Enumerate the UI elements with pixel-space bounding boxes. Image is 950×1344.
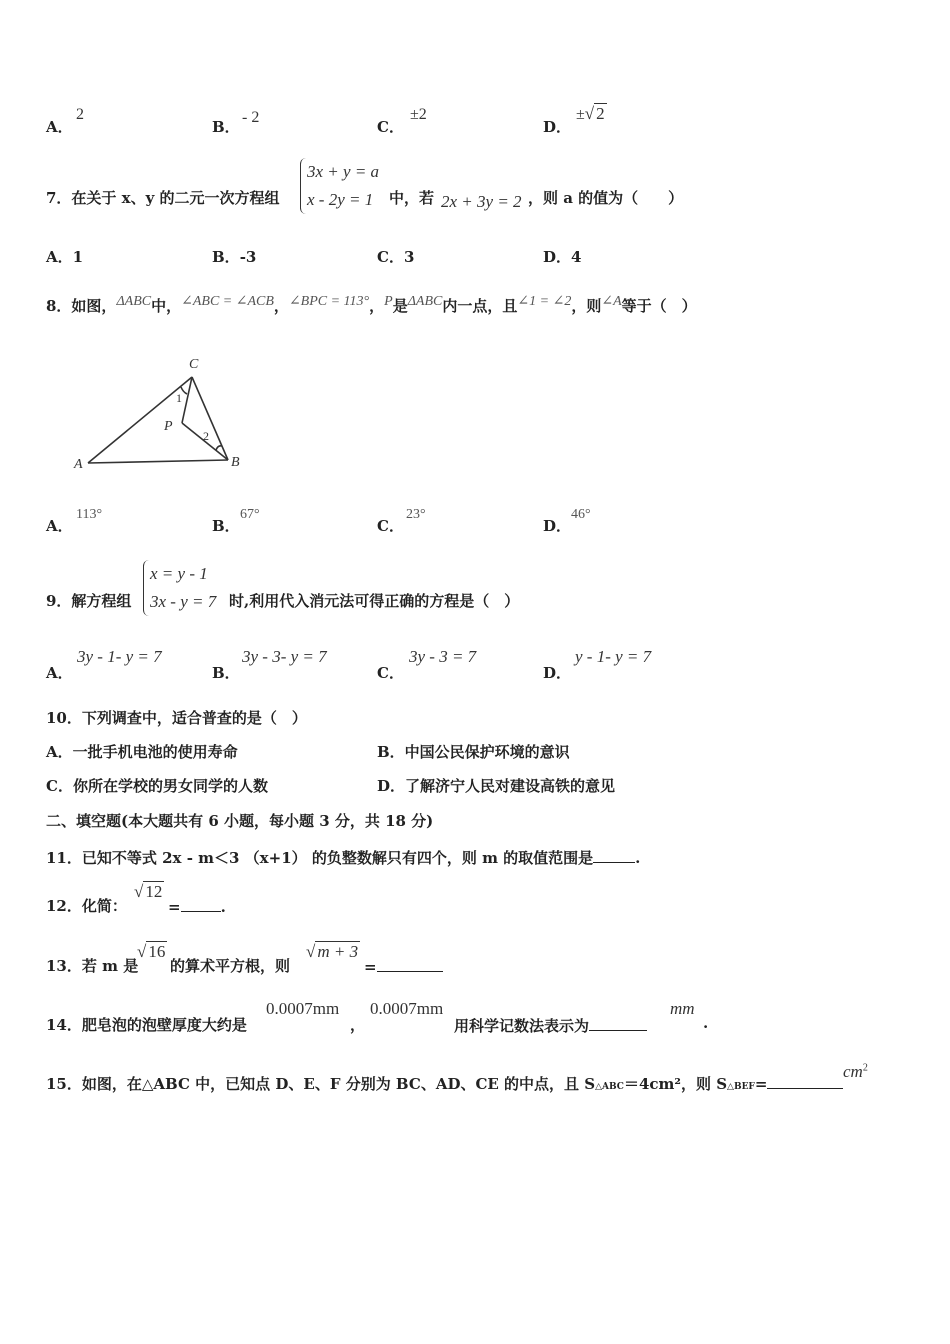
side-ab	[88, 460, 228, 463]
q9-equation-system	[143, 560, 216, 616]
q12-text: 12．化简：	[46, 897, 127, 915]
q13-part2: 的算术平方根，则	[170, 957, 291, 975]
q7-equation-system	[300, 158, 379, 214]
q15-answer-blank[interactable]	[767, 1072, 843, 1089]
angle-2-arc	[216, 446, 222, 450]
q6-option-a-value: 2	[76, 106, 84, 123]
q10-stem: 10．下列调查中，适合普查的是（ ）	[46, 709, 307, 727]
q9-option-c-value: 3y - 3 = 7	[409, 647, 477, 666]
q12-answer: = .	[168, 895, 226, 916]
q13-sqrt-m3: √ m + 3	[306, 942, 359, 961]
q8-option-a-label: A．	[46, 517, 73, 535]
q9-option-a-label: A．	[46, 664, 73, 682]
q7-option-d: D．4	[543, 248, 582, 266]
q10-option-a: A．一批手机电池的使用寿命	[46, 743, 238, 761]
angle-2-label: 2	[203, 429, 209, 443]
q9-option-b-label: B．	[212, 664, 240, 682]
q7-eq1: 3x + y = a	[307, 162, 380, 181]
q12-sqrt: √ 12	[134, 882, 163, 901]
vertex-b-label: B	[231, 455, 240, 470]
q6-option-b-value: - 2	[242, 109, 260, 126]
q8-option-b-label: B．	[212, 517, 240, 535]
q8-option-d-label: D．	[543, 517, 572, 535]
q6-option-c-value: ±2	[410, 106, 427, 123]
q10-option-d: D．了解济宁人民对建设高铁的意见	[377, 777, 616, 795]
q8-option-c-value: 23°	[406, 507, 426, 522]
q9-option-d-label: D．	[543, 664, 572, 682]
side-bc	[192, 377, 228, 460]
q7-prefix: 7．在关于 x、y 的二元一次方程组	[46, 189, 280, 207]
vertex-a-label: A	[74, 457, 83, 472]
q7-condition: 2x + 3y = 2	[441, 192, 522, 211]
q11: 11．已知不等式 2x - m＜3 （x+1） 的负整数解只有四个，则 m 的取值范围是 .	[46, 846, 640, 868]
q9-eq2: 3x - y = 7	[150, 592, 217, 611]
q11-text: 11．已知不等式 2x - m＜3 （x+1） 的负整数解只有四个，则 m 的取值范围是	[46, 849, 594, 867]
q6-option-d-label: D．	[543, 118, 572, 136]
q6-option-b-label: B．	[212, 118, 240, 136]
q14-end: .	[703, 1014, 709, 1032]
q10-option-c: C．你所在学校的男女同学的人数	[46, 777, 268, 795]
vertex-c-label: C	[189, 357, 199, 372]
q7-eq2: x - 2y = 1	[307, 190, 374, 209]
q13-part1: 13．若 m 是	[46, 957, 139, 975]
q11-answer-blank[interactable]	[593, 846, 635, 863]
section-2-heading: 二、填空题(本大题共有 6 小题，每小题 3 分，共 18 分)	[46, 812, 434, 830]
q13-answer: =	[364, 955, 443, 976]
q6-option-a-label: A．	[46, 118, 73, 136]
q8-option-c-label: C．	[377, 517, 404, 535]
q14-value2: 0.0007mm	[370, 999, 444, 1018]
q8-option-d-value: 46°	[571, 507, 591, 522]
q15-unit: $cm^2$	[843, 1062, 868, 1081]
q9-suffix: 时,利用代入消元法可得正确的方程是（ ）	[229, 592, 520, 610]
q7-option-c: C．3	[377, 248, 415, 266]
point-p-label: P	[164, 419, 173, 434]
q8-option-b-value: 67°	[240, 507, 260, 522]
q14-answer-blank[interactable]	[589, 1014, 647, 1031]
q14-part2: 用科学记数法表示为	[454, 1014, 647, 1036]
q14-comma: ，	[350, 1016, 366, 1034]
q6-option-d-value	[576, 104, 607, 124]
q14-value1: 0.0007mm	[266, 999, 340, 1018]
angle-1-label: 1	[176, 391, 182, 405]
q9-option-a-value: 3y - 1- y = 7	[77, 647, 162, 666]
q14-part1: 14．肥皂泡的泡壁厚度大约是	[46, 1016, 247, 1034]
side-ac	[88, 377, 192, 463]
q9-prefix: 9．解方程组	[46, 592, 132, 610]
sqrt-expression: √ 2	[584, 104, 605, 123]
q6-option-c-label: C．	[377, 118, 404, 136]
q7-suffix: ，则 a 的值为（ ）	[528, 189, 684, 207]
q9-option-b-value: 3y - 3- y = 7	[242, 647, 327, 666]
q9-option-d-value: y - 1- y = 7	[575, 647, 652, 666]
plus-minus: ±	[576, 106, 585, 123]
q13-sqrt-16: √ 16	[137, 942, 166, 961]
q15: 15．如图，在△ABC 中，已知点 D、E、F 分别为 BC、AD、CE 的中点，且 S△ABC＝4cm²，则 S△BEF=	[46, 1072, 843, 1094]
q10-option-b: B．中国公民保护环境的意识	[377, 743, 570, 761]
q8-stem: 8．如图，ΔABC中，∠ABC = ∠ACB，∠BPC = 113°，P是ΔABC内一点，且∠1 = ∠2，则∠A等于（ ）	[46, 294, 697, 315]
q12-answer-blank[interactable]	[181, 895, 221, 912]
q7-option-b: B．-3	[212, 248, 257, 266]
q8-option-a-value: 113°	[76, 507, 103, 522]
q9-eq1: x = y - 1	[150, 564, 208, 583]
q8-triangle-figure	[68, 350, 258, 475]
q9-option-c-label: C．	[377, 664, 404, 682]
q14-unit: mm	[670, 999, 695, 1018]
q7-option-a: A．1	[46, 248, 84, 266]
q7-mid: 中，若	[389, 189, 435, 207]
q13-answer-blank[interactable]	[377, 955, 443, 972]
